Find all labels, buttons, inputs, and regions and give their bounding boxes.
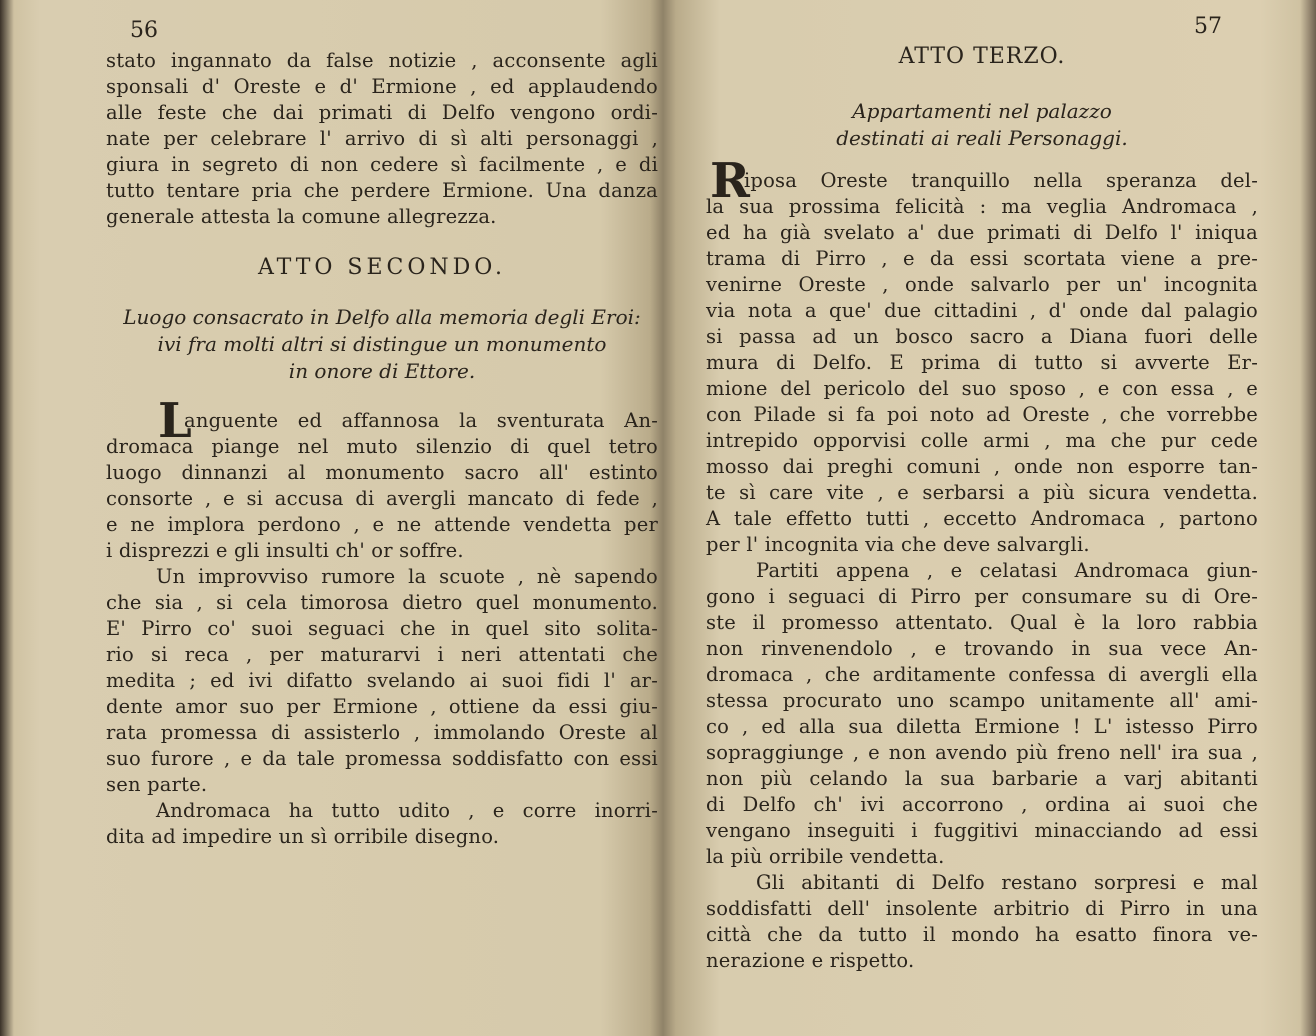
synopsis-text: [106, 393, 658, 850]
scene-description: [706, 98, 1258, 152]
text-line: intrepido opporvisi colle armi , ma che pur cede: [706, 429, 1258, 452]
scene-line: ivi fra molti altri si distingue un monumento: [157, 332, 607, 356]
text-line: Partiti appena , e celatasi Andromaca giun-: [756, 559, 1258, 582]
text-line: E' Pirro co' suoi seguaci che in quel sito solita-: [106, 617, 658, 640]
text-line: ed ha già svelato a' due primati di Delfo l' iniqua: [706, 221, 1258, 244]
text-line: alle feste che dai primati di Delfo vengono ordi-: [106, 101, 658, 124]
right-page: [664, 0, 1316, 1036]
act-title: ATTO TERZO.: [898, 44, 1066, 69]
text-line: non rinvenendolo , e trovando in sua vece An-: [706, 637, 1258, 660]
text-line: venirne Oreste , onde salvarlo per un' incognita: [706, 273, 1258, 296]
text-line: soddisfatti dell' insolente arbitrio di Pirro in una: [706, 897, 1258, 920]
text-line: stato ingannato da false notizie , acconsente agli: [106, 49, 658, 72]
scene-line: Appartamenti nel palazzo: [852, 99, 1112, 123]
scene-line: Luogo consacrato in Delfo alla memoria degli Eroi:: [123, 305, 641, 329]
text-line: di Delfo ch' ivi accorrono , ordina ai suoi che: [706, 793, 1258, 816]
text-line: nate per celebrare l' arrivo di sì alti personaggi ,: [106, 127, 658, 150]
text-line: gono i seguaci di Pirro per consumare su di Ore-: [706, 585, 1258, 608]
drop-cap: R: [710, 153, 751, 209]
text-line: tutto tentare pria che perdere Ermione. Una danza: [106, 179, 658, 202]
page-number: 56: [130, 18, 158, 43]
text-line: dromaca piange nel muto silenzio di quel tetro: [106, 435, 658, 458]
text-line: i disprezzi e gli insulti ch' or soffre.: [106, 539, 464, 562]
text-line: che sia , si cela timorosa dietro quel monumento.: [106, 591, 658, 614]
scene-line: in onore di Ettore.: [288, 359, 476, 383]
text-line: mura di Delfo. E prima di tutto si avverte Er-: [706, 351, 1258, 374]
text-line: con Pilade si fa poi noto ad Oreste , che vorrebbe: [706, 403, 1258, 426]
text-line: mosso dai preghi comuni , onde non esporre tan-: [706, 455, 1258, 478]
drop-cap: L: [158, 393, 192, 449]
text-line: generale attesta la comune allegrezza.: [106, 205, 497, 228]
text-line: stessa procurato uno scampo unitamente all' ami-: [706, 689, 1258, 712]
text-line: consorte , e si accusa di avergli mancato di fede ,: [106, 487, 658, 510]
text-line: medita ; ed ivi difatto svelando ai suoi fidi l' ar-: [106, 669, 658, 692]
text-line: non più celando la sua barbarie a varj abitanti: [706, 767, 1258, 790]
text-line: dente amor suo per Ermione , ottiene da essi giu-: [106, 695, 658, 718]
text-line: sponsali d' Oreste e d' Ermione , ed applaudendo: [106, 75, 658, 98]
text-line: co , ed alla sua diletta Ermione ! L' istesso Pirro: [706, 715, 1258, 738]
text-line: dita ad impedire un sì orribile disegno.: [106, 825, 500, 848]
synopsis-text: [706, 153, 1258, 974]
text-line: la più orribile vendetta.: [706, 845, 945, 868]
text-line: e ne implora perdono , e ne attende vendetta per: [106, 513, 658, 536]
text-line: Un improvviso rumore la scuote , nè sapendo: [156, 565, 658, 588]
text-line: mione del pericolo del suo sposo , e con essa , e: [706, 377, 1258, 400]
text-line: per l' incognita via che deve salvargli.: [706, 533, 1090, 556]
text-line: giura in segreto di non cedere sì facilmente , e di: [106, 153, 658, 176]
text-line: vengano inseguiti i fuggitivi minacciando ad essi: [706, 819, 1258, 842]
scene-line: destinati ai reali Personaggi.: [836, 126, 1128, 150]
text-line: luogo dinnanzi al monumento sacro all' estinto: [106, 461, 658, 484]
scene-description: [106, 304, 658, 385]
text-line: dromaca , che arditamente confessa di avergli ella: [706, 663, 1258, 686]
text-line: rata promessa di assisterlo , immolando Oreste al: [106, 721, 658, 744]
act-title: ATTO SECONDO.: [257, 255, 507, 280]
text-line: la sua prossima felicità : ma veglia Andromaca ,: [706, 195, 1258, 218]
text-line: te sì care vite , e serbarsi a più sicura vendetta.: [706, 481, 1258, 504]
text-line: sopraggiunge , e non avendo più freno nell' ira sua ,: [706, 741, 1258, 764]
text-line: ste il promesso attentato. Qual è la loro rabbia: [706, 611, 1258, 634]
text-line: città che da tutto il mondo ha esatto finora ve-: [706, 923, 1258, 946]
text-line: Gli abitanti di Delfo restano sorpresi e mal: [756, 871, 1258, 894]
text-line: si passa ad un bosco sacro a Diana fuori delle: [706, 325, 1258, 348]
text-line: via nota a que' due cittadini , d' onde dal palagio: [706, 299, 1258, 322]
text-line: anguente ed affannosa la sventurata An-: [184, 409, 658, 432]
text-line: rio si reca , per maturarvi i neri attentati che: [106, 643, 658, 666]
opening-paragraph: [106, 48, 658, 230]
text-line: trama di Pirro , e da essi scortata viene a pre-: [706, 247, 1258, 270]
text-line: sen parte.: [106, 773, 208, 796]
text-line: iposa Oreste tranquillo nella speranza del-: [744, 169, 1258, 192]
page-number: 57: [1194, 14, 1222, 39]
text-line: Andromaca ha tutto udito , e corre inorri-: [156, 799, 658, 822]
text-line: A tale effetto tutti , eccetto Andromaca , partono: [706, 507, 1258, 530]
text-line: nerazione e rispetto.: [706, 949, 915, 972]
text-line: suo furore , e da tale promessa soddisfatto con essi: [106, 747, 658, 770]
